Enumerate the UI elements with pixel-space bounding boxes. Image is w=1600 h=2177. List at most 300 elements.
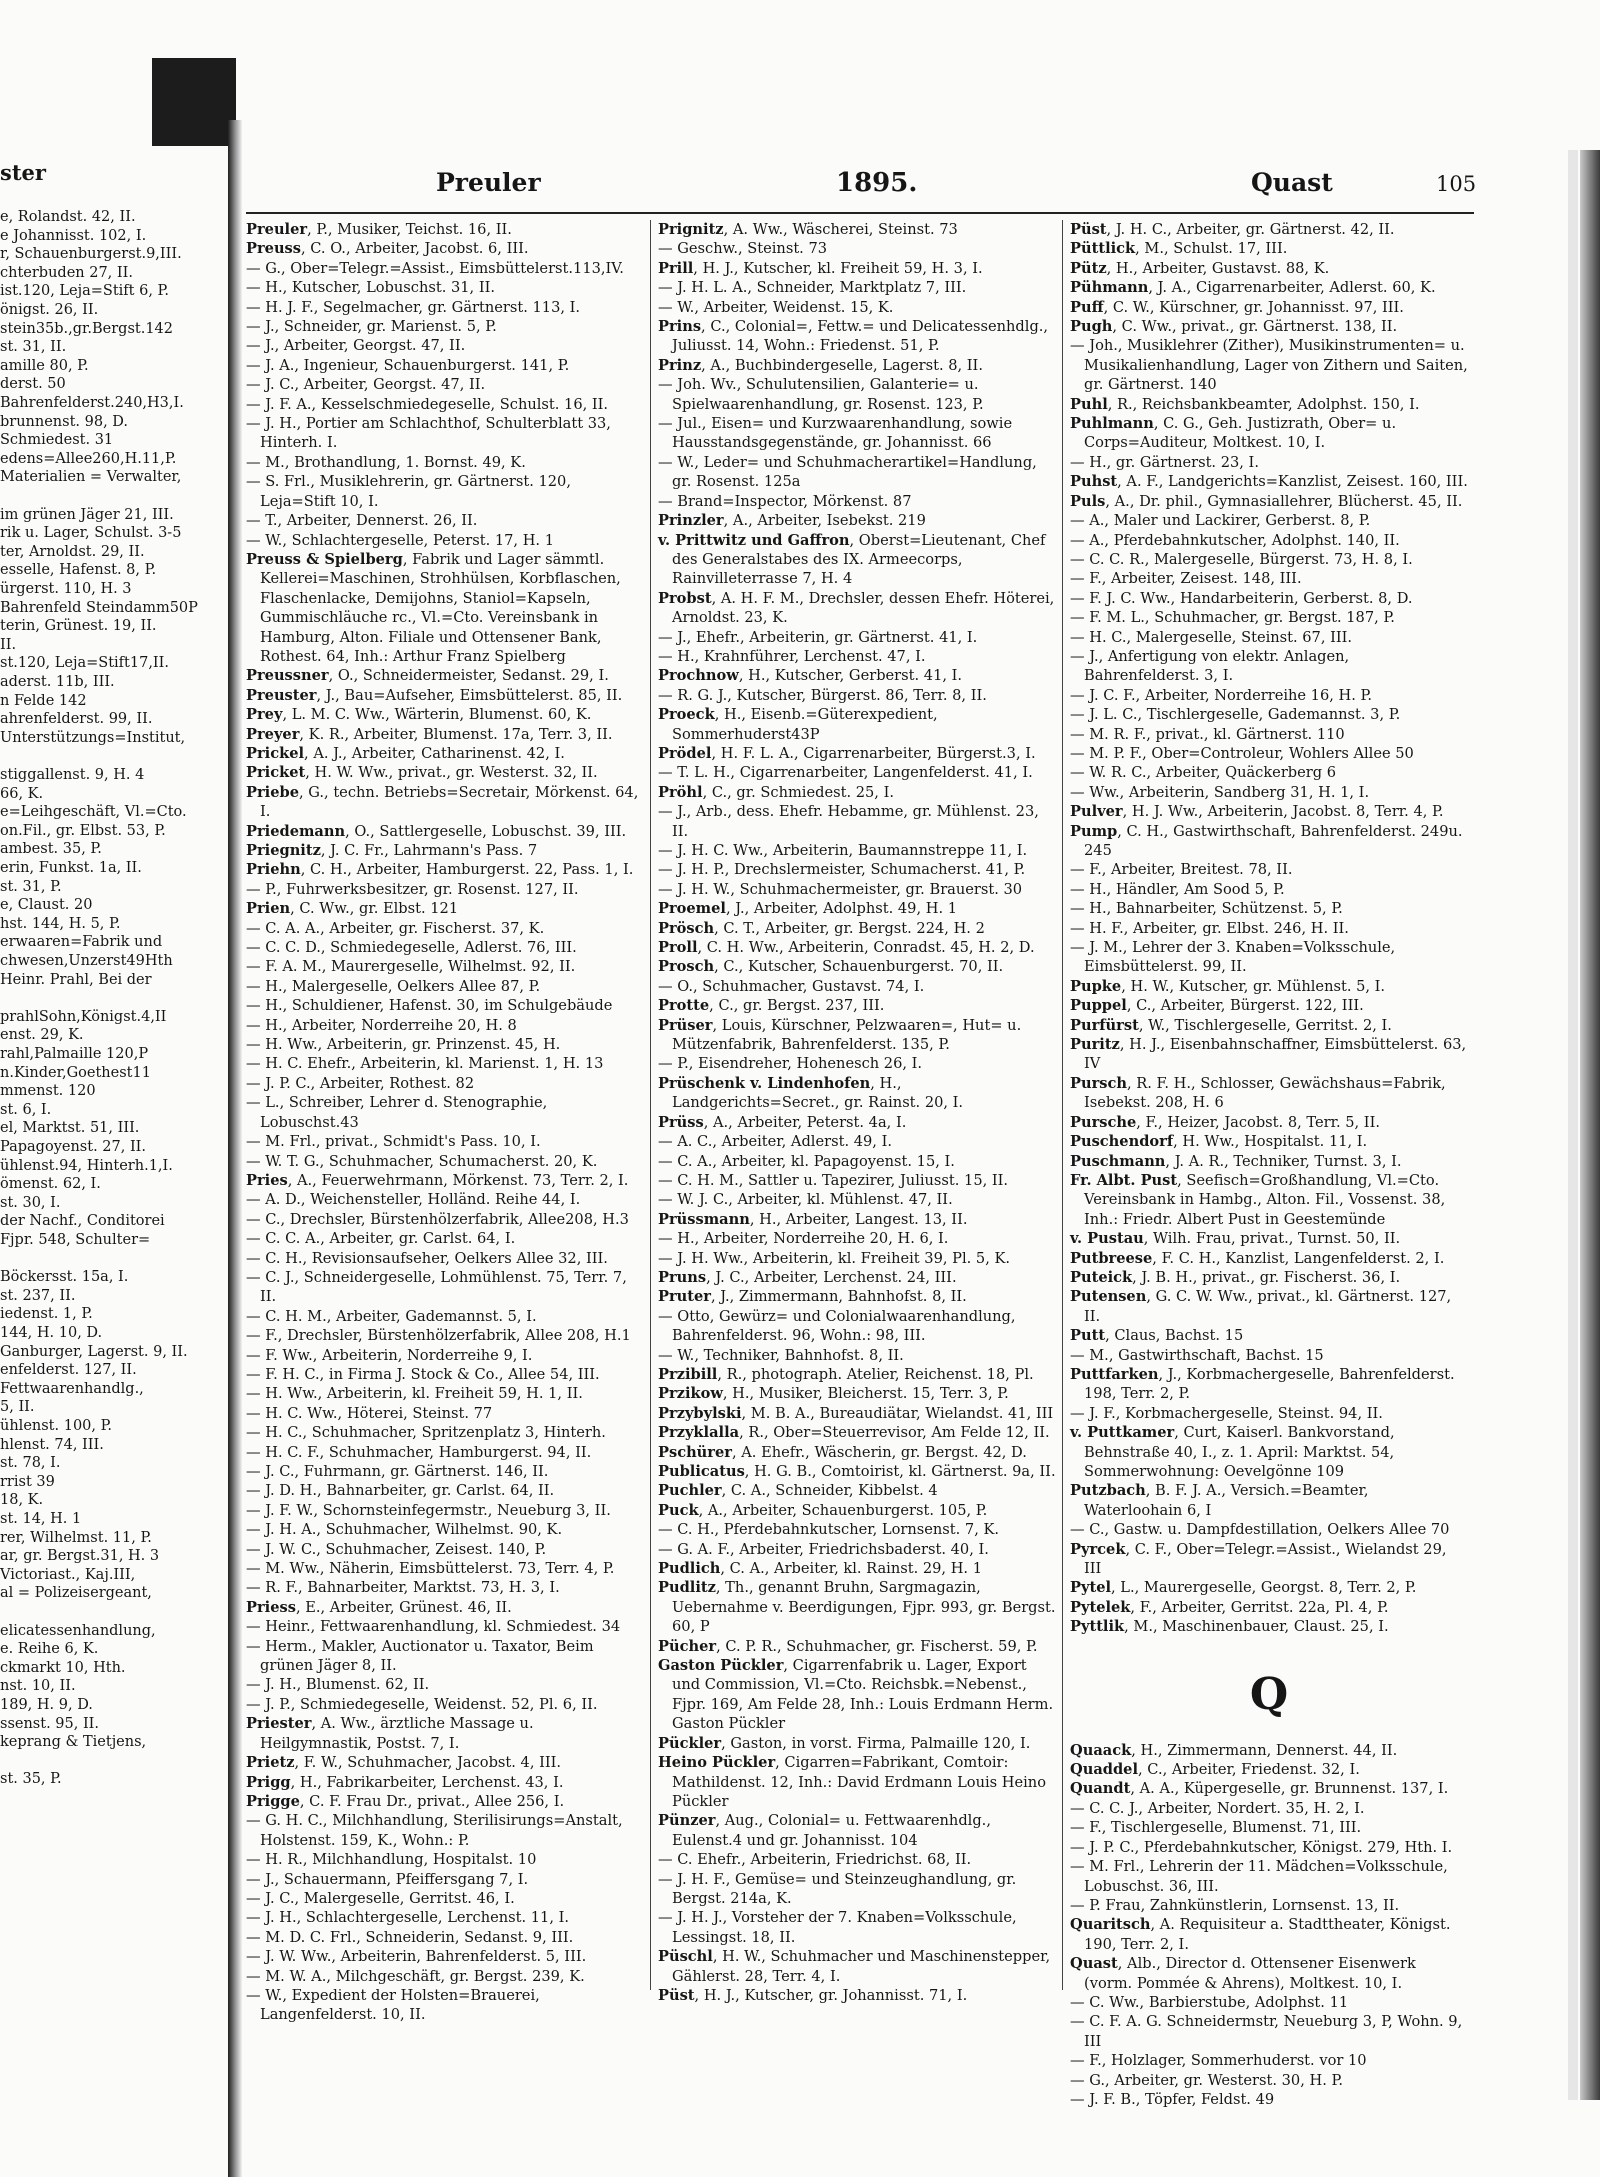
entry-name: Fr. Albt. Pust — [1070, 1171, 1178, 1189]
entry-text: — C., Gastw. u. Dampfdestillation, Oelkers Allee 70 — [1070, 1521, 1450, 1539]
left-page-line: Bahrenfeld Steindamm50P — [0, 599, 198, 616]
directory-entry — [1070, 589, 1468, 608]
entry-text: — J. H. L. A., Schneider, Marktplatz 7, III. — [658, 279, 967, 297]
entry-name: Quast — [1070, 1955, 1118, 1973]
entry-name: Püst — [658, 1986, 695, 2004]
entry-text: — J. H., Schlachtergeselle, Lerchenst. 11, I. — [246, 1909, 570, 1927]
entry-text: — F. M. L., Schuhmacher, gr. Bergst. 187, P. — [1070, 609, 1395, 627]
left-page-line: ambest. 35, P. — [0, 841, 102, 858]
column-divider — [1062, 220, 1063, 1990]
directory-entry — [658, 802, 1056, 841]
entry-text: — J. A., Ingenieur, Schauenburgerst. 141, P. — [246, 356, 570, 374]
entry-text: , L. M. C. Ww., Wärterin, Blumenst. 60, K. — [282, 706, 592, 724]
directory-entry — [1070, 453, 1468, 472]
directory-entry — [246, 841, 644, 860]
entry-text: — J. H. J., Vorsteher der 7. Knaben=Volksschule, Lessingst. 18, II. — [658, 1909, 1017, 1946]
entry-name: Puschendorf — [1070, 1133, 1174, 1151]
directory-entry — [246, 666, 644, 685]
entry-text: — M. R. F., privat., kl. Gärtnerst. 110 — [1070, 725, 1345, 743]
entry-text: — J. H. F., Gemüse= und Steinzeughandlung, gr. Bergst. 214a, K. — [658, 1870, 1017, 1907]
entry-text: , R., Ober=Steuerrevisor, Am Felde 12, II. — [739, 1424, 1050, 1442]
entry-text: — W., Techniker, Bahnhofst. 8, II. — [658, 1346, 904, 1364]
entry-name: Pudlich — [658, 1560, 721, 1578]
directory-entry — [246, 1947, 644, 1966]
directory-entry — [246, 938, 644, 957]
entry-text: , A., Arbeiter, Isebekst. 219 — [723, 512, 926, 530]
entry-text: — Heinr., Fettwaarenhandlung, kl. Schmiedest. 34 — [246, 1618, 621, 1636]
left-page-line: ühlenst.94, Hinterh.1,I. — [0, 1157, 173, 1174]
entry-name: Preuster — [246, 686, 317, 704]
entry-name: Puck — [658, 1501, 699, 1519]
entry-text: , E., Arbeiter, Grünest. 46, II. — [295, 1598, 512, 1616]
directory-entry — [1070, 1249, 1468, 1268]
directory-entry — [658, 1811, 1056, 1850]
entry-text: , A. Ehefr., Wäscherin, gr. Bergst. 42, D. — [731, 1443, 1027, 1461]
left-page-line: st. 14, H. 1 — [0, 1511, 82, 1527]
directory-entry — [658, 938, 1056, 957]
entry-text: , Seefisch=Großhandlung, Vl.=Cto. Vereinsbank in Hambg., Alton. Fil., Vossenst. 38, Inh.: Friedr. Albert Pust in Geestemünde — [1084, 1171, 1446, 1228]
directory-entry — [1070, 744, 1468, 763]
directory-entry — [1070, 2012, 1468, 2051]
directory-entry — [1070, 783, 1468, 802]
entry-text: — J. P. C., Arbeiter, Rothest. 82 — [246, 1074, 475, 1092]
directory-entry — [1070, 802, 1468, 821]
entry-name: Priedemann — [246, 822, 346, 840]
entry-text: , H., Musiker, Bleicherst. 15, Terr. 3, P. — [722, 1385, 1009, 1403]
entry-text: — A. D., Weichensteller, Holländ. Reihe 44, I. — [246, 1191, 581, 1209]
entry-text: , H., Eisenb.=Güterexpedient, Sommerhuderst43P — [672, 706, 938, 743]
entry-name: Puttfarken — [1070, 1365, 1159, 1383]
left-page-line: erwaaren=Fabrik und — [0, 934, 163, 951]
directory-entry — [1070, 1993, 1468, 2012]
entry-text: , O., Sattlergeselle, Lobuschst. 39, III. — [345, 822, 627, 840]
entry-name: Puchler — [658, 1482, 722, 1500]
entry-text: , H., Landgerichts=Secret., gr. Rainst. 20, I. — [672, 1074, 964, 1112]
directory-entry — [658, 628, 1056, 647]
directory-entry — [246, 1326, 644, 1345]
entry-text: — H. C. F., Schuhmacher, Hamburgerst. 94, II. — [246, 1443, 592, 1461]
entry-text: — C. C. A., Arbeiter, gr. Carlst. 64, I. — [246, 1230, 516, 1248]
directory-entry — [246, 414, 644, 453]
entry-text: , A., Buchbindergeselle, Lagerst. 8, II. — [701, 356, 983, 374]
directory-entry — [658, 705, 1056, 744]
entry-name: Prinzler — [658, 512, 724, 530]
entry-text: — J. C. F., Arbeiter, Norderreihe 16, H. P. — [1070, 686, 1373, 704]
directory-entry — [246, 1462, 644, 1481]
left-page-line: Materialien = Verwalter, — [0, 469, 182, 486]
left-page-line: ssenst. 95, II. — [0, 1715, 100, 1732]
entry-text: — J. H. C. Ww., Arbeiterin, Baumannstreppe 11, I. — [658, 842, 1028, 859]
entry-name: Priegnitz — [246, 842, 321, 859]
column-1 — [246, 220, 644, 2025]
entry-text: — Brand=Inspector, Mörkenst. 87 — [658, 492, 912, 510]
directory-entry — [246, 977, 644, 996]
entry-name: Pricket — [246, 764, 306, 782]
entry-text: , J. A. R., Techniker, Turnst. 3, I. — [1165, 1152, 1402, 1170]
entry-text: , K. R., Arbeiter, Blumenst. 17a, Terr. 3, II. — [299, 725, 613, 743]
entry-text: — H. R., Milchhandlung, Hospitalst. 10 — [246, 1851, 537, 1869]
entry-text: — H., Krahnführer, Lerchenst. 47, I. — [658, 647, 926, 665]
directory-entry — [246, 1132, 644, 1151]
entry-name: Prüssmann — [658, 1210, 750, 1228]
entry-text: — J. C., Malergeselle, Gerritst. 46, I. — [246, 1889, 515, 1907]
entry-text: — J. H., Portier am Schlachthof, Schulterblatt 33, Hinterh. I. — [246, 415, 611, 452]
entry-name: Pünzer — [658, 1812, 716, 1830]
directory-entry — [1070, 511, 1468, 530]
directory-entry — [658, 957, 1056, 976]
entry-text: , R., photograph. Atelier, Reichenst. 18, Pl. — [717, 1365, 1034, 1383]
entry-text: , C., Arbeiter, Bürgerst. 122, III. — [1126, 997, 1364, 1015]
entry-text: — H., Kutscher, Lobuschst. 31, II. — [246, 279, 495, 297]
directory-entry — [246, 511, 644, 530]
entry-name: Prignitz — [658, 221, 724, 238]
left-page-line: Heinr. Prahl, Bei der — [0, 971, 152, 988]
entry-text: , J., Arbeiter, Adolphst. 49, H. 1 — [725, 900, 958, 918]
entry-text: — J. C., Arbeiter, Georgst. 47, II. — [246, 376, 486, 394]
directory-entry — [1070, 977, 1468, 996]
directory-entry — [658, 298, 1056, 317]
left-page-line: önigst. 26, II. — [0, 302, 99, 318]
entry-text: — J. D. H., Bahnarbeiter, gr. Carlst. 64, II. — [246, 1482, 555, 1500]
entry-name: Putbreese — [1070, 1249, 1153, 1267]
directory-entry — [1070, 1035, 1468, 1074]
entry-text: — Joh. Wv., Schulutensilien, Galanterie= u. Spielwaarenhandlung, gr. Rosenst. 123, P. — [658, 376, 984, 413]
directory-entry — [1070, 1132, 1468, 1151]
left-page-line: 18, K. — [0, 1492, 44, 1509]
directory-entry — [1070, 1598, 1468, 1617]
entry-text: , C. H., Arbeiter, Hamburgerst. 22, Pass. 1, I. — [300, 861, 634, 879]
entry-text: — C. H. M., Arbeiter, Gademannst. 5, I. — [246, 1307, 537, 1325]
entry-text: , A., Dr. phil., Gymnasiallehrer, Blücherst. 45, II. — [1105, 492, 1463, 510]
left-page-line: st. 6, I. — [0, 1101, 52, 1118]
directory-entry — [246, 1889, 644, 1908]
directory-entry — [658, 1734, 1056, 1753]
left-page-line: brunnenst. 98, D. — [0, 413, 129, 430]
entry-text: , C., Colonial=, Fettw.= und Delicatessenhdlg., Juliusst. 14, Wohn.: Friedenst. 51, P. — [672, 318, 1049, 355]
directory-entry — [658, 1947, 1056, 1986]
left-page-line: mmenst. 120 — [0, 1083, 96, 1100]
entry-text: — H. C. Ehefr., Arbeiterin, kl. Marienst. 1, H. 13 — [246, 1055, 604, 1073]
entry-text: — H., Bahnarbeiter, Schützenst. 5, P. — [1070, 900, 1343, 918]
left-page-line: terin, Grünest. 19, II. — [0, 618, 157, 635]
directory-entry — [658, 1578, 1056, 1636]
directory-entry — [246, 725, 644, 744]
entry-text: , J. A., Cigarrenarbeiter, Adlerst. 60, K. — [1148, 279, 1436, 297]
entry-text: — P. Frau, Zahnkünstlerin, Lornsenst. 13, II. — [1070, 1896, 1400, 1914]
entry-text: — W., Schlachtergeselle, Peterst. 17, H. 1 — [246, 531, 554, 549]
directory-entry — [658, 744, 1056, 763]
left-page-line: nst. 10, II. — [0, 1678, 76, 1695]
directory-entry — [246, 1171, 644, 1190]
entry-text: — F., Arbeiter, Breitest. 78, II. — [1070, 861, 1293, 879]
book-edge-shadow — [1580, 150, 1600, 2100]
directory-entry — [658, 1307, 1056, 1346]
directory-entry — [1070, 860, 1468, 879]
entry-name: Prigg — [246, 1773, 291, 1791]
entry-text: , A., Arbeiter, Schauenburgerst. 105, P. — [698, 1501, 988, 1519]
entry-text: — W. T. G., Schuhmacher, Schumacherst. 20, K. — [246, 1152, 598, 1170]
left-page-line: n.Kinder,Goethest11 — [0, 1064, 151, 1081]
directory-entry — [658, 899, 1056, 918]
entry-text: , O., Schneidermeister, Sedanst. 29, I. — [328, 667, 609, 685]
entry-text: — F. H. C., in Firma J. Stock & Co., Allee 54, III. — [246, 1365, 600, 1383]
directory-entry — [246, 1152, 644, 1171]
entry-text: — L., Schreiber, Lehrer d. Stenographie, Lobuschst.43 — [246, 1094, 548, 1131]
entry-text: , M., Maschinenbauer, Claust. 25, I. — [1124, 1618, 1389, 1636]
directory-entry — [246, 744, 644, 763]
entry-text: — J. W. C., Schuhmacher, Zeisest. 140, P. — [246, 1540, 547, 1558]
directory-entry — [246, 317, 644, 336]
directory-entry — [658, 860, 1056, 879]
entry-text: , H. F. L. A., Cigarrenarbeiter, Bürgerst.3, I. — [711, 744, 1036, 762]
entry-text: , Aug., Colonial= u. Fettwaarenhdlg., Eulenst.4 und gr. Johannisst. 104 — [672, 1812, 991, 1849]
entry-name: Puls — [1070, 492, 1106, 510]
directory-entry — [658, 686, 1056, 705]
entry-text: , H., Kutscher, Gerberst. 41, I. — [738, 667, 963, 685]
directory-entry — [1070, 1799, 1468, 1818]
directory-entry — [1070, 996, 1468, 1015]
left-page-line: derst. 50 — [0, 376, 66, 393]
directory-entry — [246, 1404, 644, 1423]
directory-entry — [1070, 1365, 1468, 1404]
entry-text: — H. Ww., Arbeiterin, kl. Freiheit 59, H. 1, II. — [246, 1385, 583, 1403]
directory-entry — [246, 1850, 644, 1869]
entry-name: Pursch — [1070, 1074, 1127, 1092]
entry-text: , Fabrik und Lager sämmtl. Kellerei=Maschinen, Strohhülsen, Korbflaschen, Flaschenlacke, Demijohns, Staniol=Kapseln, Gummischläuche rc., Vl.=Cto. Vereinsbank in Hamburg, Alton. Filiale und Ottensener Bank, Rothest. 64, Inh.: Arthur Franz Spielberg — [260, 550, 621, 665]
directory-entry — [1070, 1896, 1468, 1915]
column-3 — [1070, 220, 1468, 2109]
entry-name: Puteick — [1070, 1268, 1133, 1286]
entry-text: — T. L. H., Cigarrenarbeiter, Langenfelderst. 41, I. — [658, 764, 1033, 782]
left-page-line: Unterstützungs=Institut, — [0, 729, 186, 746]
entry-name: Puhst — [1070, 473, 1118, 491]
entry-name: Prill — [658, 259, 694, 277]
directory-entry — [1070, 298, 1468, 317]
entry-text: — J. H. A., Schuhmacher, Wilhelmst. 90, K. — [246, 1521, 563, 1539]
left-page-line: st. 30, I. — [0, 1194, 61, 1211]
entry-text: — C. A., Arbeiter, kl. Papagoyenst. 15, I. — [658, 1152, 955, 1170]
entry-text: — J., Arb., dess. Ehefr. Hebamme, gr. Mühlenst. 23, II. — [658, 803, 1039, 840]
entry-name: Pupke — [1070, 977, 1122, 995]
directory-entry — [246, 1986, 644, 2025]
directory-entry — [658, 1132, 1056, 1151]
left-page-line: Fettwaarenhandlg., — [0, 1380, 144, 1397]
entry-text: — J. H. P., Drechslermeister, Schumacherst. 41, P. — [658, 861, 1026, 879]
entry-text: — T., Arbeiter, Dennerst. 26, II. — [246, 512, 478, 530]
directory-entry — [658, 1462, 1056, 1481]
directory-entry — [1070, 822, 1468, 861]
left-page-line: enst. 29, K. — [0, 1027, 84, 1044]
entry-name: Püst — [1070, 221, 1107, 238]
header-rule — [246, 212, 1474, 214]
entry-name: Quaack — [1070, 1741, 1132, 1759]
directory-entry — [246, 1753, 644, 1772]
entry-name: Priester — [246, 1715, 312, 1733]
directory-entry — [1070, 1326, 1468, 1345]
left-page-line: ömenst. 62, I. — [0, 1176, 101, 1193]
entry-name: Preussner — [246, 667, 329, 685]
entry-text: — J., Schneider, gr. Marienst. 5, P. — [246, 318, 497, 336]
entry-name: Prien — [246, 900, 291, 918]
entry-text: , C. P. R., Schuhmacher, gr. Fischerst. 59, P. — [716, 1637, 1038, 1655]
entry-text: — J., Schauermann, Pfeiffersgang 7, I. — [246, 1870, 529, 1888]
directory-entry — [246, 395, 644, 414]
entry-text: — M. P. F., Ober=Controleur, Wohlers Allee 50 — [1070, 744, 1414, 762]
entry-text: — Jul., Eisen= und Kurzwaarenhandlung, sowie Hausstandsgegenstände, gr. Johannisst. 66 — [658, 415, 1013, 452]
directory-entry — [246, 1598, 644, 1617]
directory-entry — [246, 1811, 644, 1850]
entry-name: Prüss — [658, 1113, 704, 1131]
left-page-line: ist.120, Leja=Stift 6, P. — [0, 283, 169, 300]
directory-entry — [246, 1481, 644, 1500]
entry-name: Pytelek — [1070, 1598, 1131, 1616]
entry-name: Proeck — [658, 706, 715, 724]
entry-text: , C. H. Ww., Arbeiterin, Conradst. 45, H. 2, D. — [697, 939, 1035, 957]
entry-name: Putzbach — [1070, 1482, 1146, 1500]
entry-text: — M. Frl., privat., Schmidt's Pass. 10, I. — [246, 1133, 541, 1151]
directory-entry — [246, 1695, 644, 1714]
entry-name: v. Prittwitz und Gaffron — [658, 531, 850, 549]
entry-name: Prosch — [658, 958, 715, 976]
directory-entry — [1070, 1481, 1468, 1520]
entry-name: Pröhl — [658, 783, 703, 801]
directory-entry — [658, 259, 1056, 278]
left-page-line: 66, K. — [0, 785, 44, 802]
directory-entry — [246, 880, 644, 899]
running-head-year: 1895. — [836, 168, 918, 198]
directory-entry — [658, 977, 1056, 996]
left-page-line: el, Marktst. 51, III. — [0, 1120, 140, 1137]
entry-name: Puritz — [1070, 1036, 1120, 1054]
left-facing-page-edge — [0, 120, 222, 2020]
directory-entry — [246, 336, 644, 355]
directory-entry — [658, 1520, 1056, 1539]
entry-text: — J. P., Schmiedegeselle, Weidenst. 52, Pl. 6, II. — [246, 1695, 598, 1713]
entry-text: — C. A. A., Arbeiter, gr. Fischerst. 37, K. — [246, 919, 545, 937]
directory-entry — [246, 1578, 644, 1597]
directory-entry — [246, 1443, 644, 1462]
left-page-line: Papagoyenst. 27, II. — [0, 1139, 147, 1155]
left-page-line: st. 78, I. — [0, 1455, 61, 1472]
entry-text: — M. Ww., Näherin, Eimsbüttelerst. 73, Terr. 4, P. — [246, 1560, 615, 1578]
left-page-line: prahlSohn,Königst.4,II — [0, 1008, 167, 1025]
directory-entry — [246, 705, 644, 724]
directory-entry — [246, 298, 644, 317]
directory-entry — [658, 356, 1056, 375]
column-3-p-entries — [1070, 220, 1468, 1637]
entry-text: — M., Brothandlung, 1. Bornst. 49, K. — [246, 453, 526, 471]
directory-entry — [246, 860, 644, 879]
entry-text: , H. W., Kutscher, gr. Mühlenst. 5, I. — [1121, 977, 1386, 995]
directory-entry — [1070, 1915, 1468, 1954]
directory-entry — [246, 957, 644, 976]
directory-entry — [1070, 1171, 1468, 1229]
directory-entry — [1070, 1113, 1468, 1132]
directory-entry — [1070, 1578, 1468, 1597]
directory-entry — [658, 1190, 1056, 1209]
entry-text: — C. H. M., Sattler u. Tapezirer, Juliusst. 15, II. — [658, 1171, 1009, 1189]
directory-entry — [246, 1870, 644, 1889]
directory-entry — [246, 1210, 644, 1229]
directory-entry — [246, 1637, 644, 1676]
entry-text: — Ww., Arbeiterin, Sandberg 31, H. 1, I. — [1070, 783, 1370, 801]
left-page-line: st.120, Leja=Stift17,II. — [0, 655, 169, 672]
entry-text: — J. F. B., Töpfer, Feldst. 49 — [1070, 2090, 1275, 2108]
entry-text: — C. Ehefr., Arbeiterin, Friedrichst. 68, II. — [658, 1851, 972, 1869]
entry-text: — C., Drechsler, Bürstenhölzerfabrik, Allee208, H.3 — [246, 1210, 629, 1228]
directory-entry — [1070, 1760, 1468, 1779]
entry-name: Pücher — [658, 1637, 717, 1655]
entry-text: , Cigarrenfabrik u. Lager, Export und Commission, Vl.=Cto. Reichsbk.=Nebenst., Fjpr. 169, Am Felde 28, Inh.: Louis Erdmann Herm. Gaston Pückler — [672, 1657, 1054, 1733]
entry-text: — R. G. J., Kutscher, Bürgerst. 86, Terr. 8, II. — [658, 686, 987, 704]
directory-entry — [246, 259, 644, 278]
directory-entry — [246, 1423, 644, 1442]
directory-entry — [658, 1850, 1056, 1869]
directory-entry — [658, 1365, 1056, 1384]
left-page-line: rik u. Lager, Schulst. 3-5 — [0, 525, 182, 542]
directory-entry — [1070, 1016, 1468, 1035]
entry-text: — W., Expedient der Holsten=Brauerei, Langenfelderst. 10, II. — [246, 1986, 540, 2024]
directory-entry — [1070, 1857, 1468, 1896]
directory-entry — [658, 220, 1056, 239]
entry-name: Preuler — [246, 221, 308, 238]
entry-name: Prödel — [658, 744, 712, 762]
entry-text: — W. J. C., Arbeiter, kl. Mühlenst. 47, II. — [658, 1191, 953, 1209]
directory-entry — [1070, 492, 1468, 511]
left-page-line: al = Polizeisergeant, — [0, 1585, 152, 1602]
entry-name: Proll — [658, 939, 698, 957]
entry-text: — F., Drechsler, Bürstenhölzerfabrik, Allee 208, H.1 — [246, 1327, 631, 1345]
directory-entry — [1070, 1779, 1468, 1798]
directory-entry — [1070, 472, 1468, 491]
entry-text: — G., Arbeiter, gr. Westerst. 30, H. P. — [1070, 2071, 1343, 2089]
entry-text: — Otto, Gewürz= und Colonialwaarenhandlung, Bahrenfelderst. 96, Wohn.: 98, III. — [658, 1307, 1016, 1345]
entry-name: Quandt — [1070, 1780, 1131, 1798]
directory-entry — [246, 1714, 644, 1753]
entry-name: Quaddel — [1070, 1761, 1139, 1779]
left-page-line: e=Leihgeschäft, Vl.=Cto. — [0, 804, 187, 821]
left-page-line: hlenst. 74, III. — [0, 1436, 104, 1453]
entry-text: — F. A. M., Maurergeselle, Wilhelmst. 92, II. — [246, 958, 576, 976]
left-page-line: st. 31, II. — [0, 339, 67, 356]
directory-entry — [658, 1229, 1056, 1248]
directory-entry — [1070, 1152, 1468, 1171]
entry-text: — F., Tischlergeselle, Blumenst. 71, III. — [1070, 1819, 1362, 1837]
entry-text: , Wilh. Frau, privat., Turnst. 50, II. — [1143, 1230, 1401, 1248]
directory-entry — [1070, 2071, 1468, 2090]
left-page-line: e, Rolandst. 42, II. — [0, 209, 136, 225]
left-page-line: chterbuden 27, II. — [0, 264, 133, 281]
directory-entry — [658, 880, 1056, 899]
entry-text: , H., Fabrikarbeiter, Lerchenst. 43, I. — [290, 1773, 564, 1791]
entry-text: , Alb., Director d. Ottensener Eisenwerk (vorm. Pommée & Ahrens), Moltkest. 10, I. — [1084, 1955, 1416, 1992]
column-2 — [658, 220, 1056, 2005]
entry-text: — C. H., Revisionsaufseher, Oelkers Allee 32, III. — [246, 1249, 608, 1267]
entry-name: Prickel — [246, 744, 305, 762]
left-page-line: Ganburger, Lagerst. 9, II. — [0, 1343, 188, 1360]
directory-entry — [658, 375, 1056, 414]
entry-name: Quaritsch — [1070, 1916, 1151, 1934]
directory-entry — [658, 1540, 1056, 1559]
left-page-line: ckmarkt 10, Hth. — [0, 1659, 126, 1676]
directory-entry — [1070, 1268, 1468, 1287]
entry-text: , Claus, Bachst. 15 — [1105, 1327, 1244, 1345]
directory-entry — [658, 1074, 1056, 1113]
entry-text: — J. C., Fuhrmann, gr. Gärtnerst. 146, II. — [246, 1463, 549, 1480]
entry-text: , J. C. Fr., Lahrmann's Pass. 7 — [320, 842, 538, 859]
directory-entry — [658, 492, 1056, 511]
entry-text: , J. H. C., Arbeiter, gr. Gärtnerst. 42, II. — [1106, 221, 1395, 238]
